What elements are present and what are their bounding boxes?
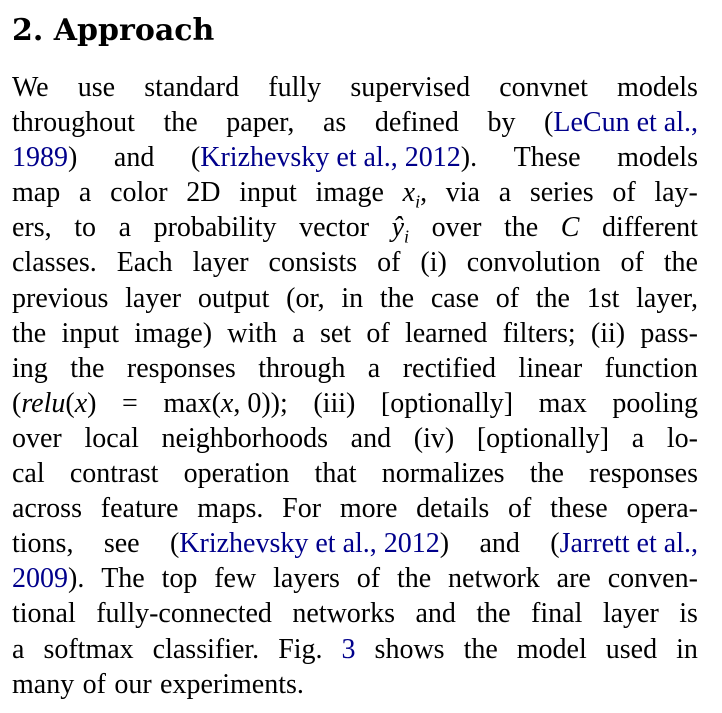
word: vector — [299, 212, 370, 244]
word: supervised — [350, 72, 471, 103]
word: layer — [125, 282, 182, 314]
word: linear — [518, 352, 583, 384]
word: pass- — [640, 317, 698, 349]
word: operation — [183, 458, 290, 490]
text-line — [12, 140, 698, 175]
word: opera- — [626, 493, 698, 525]
text-line — [12, 70, 698, 105]
word: convolution — [466, 247, 601, 279]
math-yhat: $ŷ_i$ — [391, 212, 410, 247]
word: The — [101, 563, 145, 595]
word: the — [12, 317, 47, 349]
word: [optionally] — [476, 422, 610, 454]
text-line — [12, 351, 698, 386]
word: output — [197, 282, 270, 314]
word: map — [12, 177, 61, 209]
word: (iii) — [313, 387, 356, 419]
word: a — [292, 317, 305, 349]
word: the — [663, 247, 698, 279]
word: our — [114, 668, 152, 700]
word: through — [258, 352, 346, 384]
word: convnet — [499, 72, 588, 103]
word: of — [356, 563, 381, 595]
word: normalizes — [381, 458, 505, 490]
word: Fig. — [278, 633, 323, 665]
word: by — [487, 107, 516, 139]
word: of — [508, 493, 532, 525]
word: networks — [292, 598, 396, 630]
word: paper, — [226, 107, 295, 139]
section-heading — [12, 10, 214, 52]
word: layer — [602, 598, 659, 630]
word: a — [118, 212, 132, 244]
word: is — [679, 598, 698, 630]
word: many — [12, 668, 75, 700]
word: layers — [273, 563, 340, 595]
word: tions, — [12, 528, 74, 560]
word: throughout — [12, 107, 135, 139]
math-symbol: x — [220, 387, 234, 419]
word: ers, — [12, 212, 52, 244]
word: over — [431, 212, 482, 244]
citation: (Jarrett et al., — [550, 528, 698, 560]
word: (or, — [286, 282, 325, 314]
word: layer — [192, 247, 249, 279]
citation-link[interactable]: Krizhevsky et al., 2012 — [179, 528, 440, 560]
word: with — [227, 317, 278, 349]
text-line — [12, 561, 698, 596]
word: softmax — [43, 633, 134, 665]
word: classifier. — [152, 633, 260, 665]
word: are — [556, 563, 591, 595]
word: 2D — [186, 177, 221, 209]
word: the — [396, 563, 432, 595]
word: and — [479, 528, 520, 560]
word: defined — [374, 107, 459, 139]
text-line — [12, 281, 698, 316]
word: used — [605, 633, 658, 665]
word: input — [239, 177, 297, 209]
text-line — [12, 105, 698, 140]
math-relu: (relu(x) — [12, 387, 97, 419]
word: max — [538, 387, 587, 419]
word: probability — [153, 212, 277, 244]
word: use — [77, 72, 116, 103]
text-line — [12, 210, 698, 245]
word: cal — [12, 458, 45, 490]
math-xi: $x_i$, — [402, 177, 428, 212]
word: image) — [134, 317, 213, 349]
word: final — [531, 598, 583, 630]
text-line — [12, 667, 698, 702]
word: set — [320, 317, 352, 349]
citation: 1989) — [12, 142, 78, 174]
citation: 2009). — [12, 563, 85, 595]
word: the — [463, 633, 498, 665]
word: the — [503, 212, 539, 244]
word: learned — [404, 317, 488, 349]
word: lo- — [666, 422, 698, 454]
word: of — [377, 247, 401, 279]
figure-link[interactable]: 3 — [341, 633, 356, 665]
word: standard — [144, 72, 240, 103]
word: responses — [126, 352, 236, 384]
word: function — [604, 352, 698, 384]
text-line — [12, 596, 698, 631]
word: to — [74, 212, 97, 244]
word: in — [676, 633, 698, 665]
word: a — [631, 422, 645, 454]
word: of — [620, 247, 644, 279]
word: We — [12, 72, 49, 103]
word: conven- — [607, 563, 698, 595]
word: a — [367, 352, 381, 384]
math-symbol: relu — [21, 387, 66, 419]
word: (iv) — [413, 422, 455, 454]
word: Each — [116, 247, 173, 279]
citation-link[interactable]: Krizhevsky et al., 2012 — [200, 142, 461, 174]
word: ing — [12, 352, 48, 384]
word: these — [550, 493, 608, 525]
word: the — [535, 282, 570, 314]
word: over — [12, 422, 62, 454]
word: = — [122, 387, 138, 419]
word: more — [339, 493, 398, 525]
word: model — [516, 633, 587, 665]
word: neighborhoods — [161, 422, 328, 454]
section-number: 2. — [12, 13, 44, 48]
word: [optionally] — [380, 387, 514, 419]
word: via — [445, 177, 480, 209]
text-line — [12, 245, 698, 280]
word: responses — [589, 458, 698, 490]
word: of — [366, 317, 390, 349]
word: image — [315, 177, 384, 209]
word: of — [612, 177, 636, 209]
word: input — [61, 317, 120, 349]
text-line — [12, 316, 698, 351]
word: that — [314, 458, 357, 490]
word: and — [350, 422, 392, 454]
word: the — [163, 107, 198, 139]
citation-link[interactable]: Jarrett et al., — [559, 528, 698, 560]
word: contrast — [69, 458, 159, 490]
word: the — [70, 352, 105, 384]
text-line — [12, 456, 698, 491]
section-title: Approach — [53, 13, 215, 48]
word: as — [322, 107, 347, 139]
citation: (Krizhevsky et al., 2012) — [169, 528, 450, 560]
word: a — [78, 177, 92, 209]
math-symbol: ŷ — [391, 212, 405, 244]
math-symbol: x — [402, 177, 416, 209]
word: local — [84, 422, 139, 454]
word: models — [617, 142, 698, 174]
word: 1st — [586, 282, 620, 314]
word: a — [12, 633, 25, 665]
word: previous — [12, 282, 109, 314]
text-line — [12, 421, 698, 456]
word: of — [82, 668, 106, 700]
word: in — [341, 282, 364, 314]
citation-link[interactable]: LeCun et al., — [553, 107, 698, 139]
word: tional — [12, 598, 76, 630]
text-line — [12, 632, 698, 667]
word: shows — [374, 633, 445, 665]
word: of — [495, 282, 520, 314]
math-symbol: x — [74, 387, 88, 419]
word: network — [448, 563, 540, 595]
word: color — [110, 177, 168, 209]
word: series — [529, 177, 594, 209]
word: details — [416, 493, 490, 525]
word: across — [12, 493, 82, 525]
word: For — [282, 493, 322, 525]
word: These — [513, 142, 581, 174]
word: layer, — [636, 282, 698, 314]
math-max: max(x, 0)); — [163, 387, 288, 419]
word: maps. — [197, 493, 264, 525]
word: top — [161, 563, 198, 595]
word: a — [498, 177, 512, 209]
word: (ii) — [590, 317, 626, 349]
word: fully-connected — [96, 598, 272, 630]
word: case — [430, 282, 479, 314]
body-paragraph — [12, 70, 698, 702]
word: different — [602, 212, 698, 244]
word: see — [103, 528, 140, 560]
citation-link[interactable]: 2009 — [12, 563, 68, 595]
word: the — [476, 598, 511, 630]
word: and — [113, 142, 155, 174]
word: fully — [268, 72, 322, 103]
word: models — [617, 72, 698, 103]
word: rectified — [402, 352, 496, 384]
word: experiments. — [160, 668, 304, 700]
word: classes. — [12, 247, 97, 279]
word: consists — [268, 247, 358, 279]
citation: (Krizhevsky et al., 2012). — [190, 142, 478, 174]
text-line — [12, 175, 698, 210]
citation: (LeCun et al., — [544, 107, 698, 139]
text-line — [12, 526, 698, 561]
word: and — [415, 598, 456, 630]
word: pooling — [612, 387, 698, 419]
word: feature — [100, 493, 179, 525]
word: (i) — [420, 247, 447, 279]
text-line — [12, 491, 698, 526]
math-symbol: C — [560, 212, 580, 244]
text-line — [12, 386, 698, 421]
citation-link[interactable]: 1989 — [12, 142, 68, 174]
word: few — [214, 563, 257, 595]
word: the — [379, 282, 415, 314]
word: the — [529, 458, 564, 490]
word: filters; — [502, 317, 576, 349]
word: lay- — [654, 177, 698, 209]
